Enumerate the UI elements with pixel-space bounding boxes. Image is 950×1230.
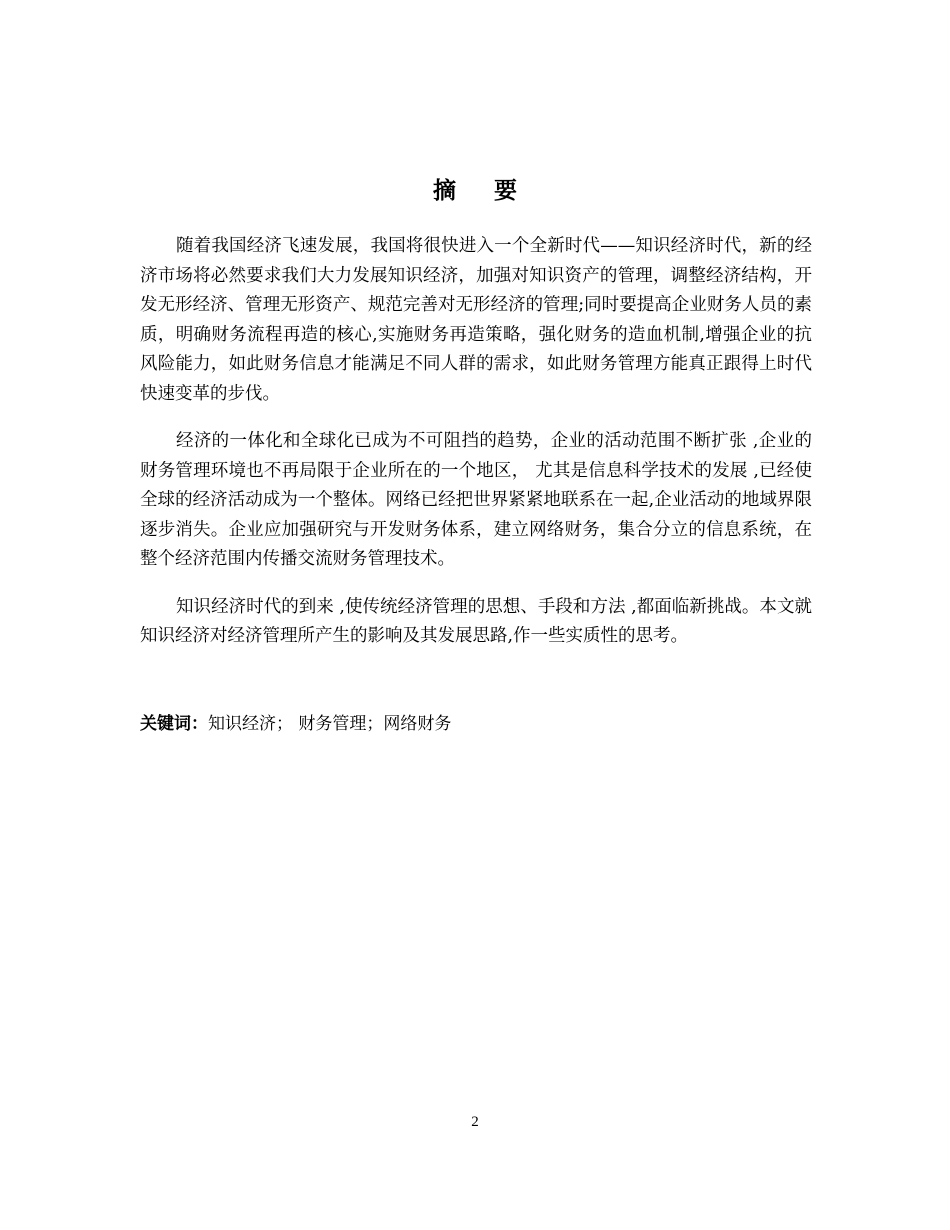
keywords-line <box>140 710 451 738</box>
abstract-paragraph-3: 知识经济时代的到来 ,使传统经济管理的思想、手段和方法 ,都面临新挑战。本文就知识经济对经济管理所产生的影响及其发展思路,作一些实质性的思考。 <box>140 596 812 646</box>
abstract-paragraph-2: 经济的一体化和全球化已成为不可阻挡的趋势，企业的活动范围不断扩张 ,企业的财务管理环境也不再局限于企业所在的一个地区， 尤其是信息科学技术的发展 ,已经使全球的经济活动成为一个整体。网络已经把世界紧紧地联系在一起,企业活动的地域界限逐步消失。企业应加强研究与开发财务体系，建立网络财务，集合分立的信息系统，在整个经济范围内传播交流财务管理技术。 <box>140 431 812 569</box>
keywords-value: 知识经济； 财务管理；网络财务 <box>208 714 452 734</box>
page-number: 2 <box>471 1114 479 1130</box>
keywords-label: 关键词： <box>140 714 208 734</box>
abstract-paragraph-1: 随着我国经济飞速发展，我国将很快进入一个全新时代——知识经济时代，新的经济市场将必然要求我们大力发展知识经济，加强对知识资产的管理，调整经济结构，开发无形经济、管理无形资产、规范完善对无形经济的管理;同时要提高企业财务人员的素质，明确财务流程再造的核心,实施财务再造策略，强化财务的造血机制,增强企业的抗风险能力，如此财务信息才能满足不同人群的需求，如此财务管理方能真正跟得上时代快速变革的步伐。 <box>140 236 812 404</box>
abstract-body <box>140 232 812 670</box>
abstract-title: 摘要 <box>433 178 555 204</box>
